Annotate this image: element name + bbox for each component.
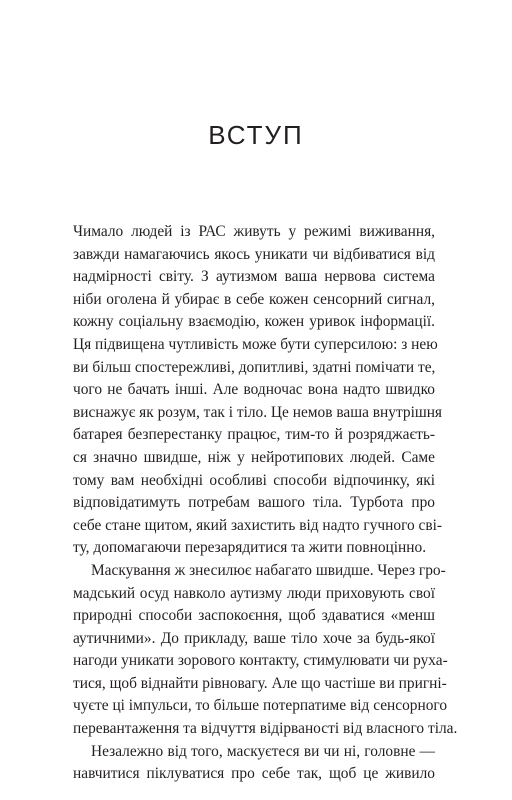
paragraph-1-line: завжди намагаючись якось уникати чи відбиватися від: [73, 245, 435, 263]
paragraph-1-line: тому вам необхідні особливі способи відпочинку, які: [73, 471, 435, 489]
paragraph-2-line: аутичними». До прикладу, ваше тіло хоче за будь-якої: [73, 629, 435, 647]
paragraph-1-line: ся значно швидше, ніж у нейротипових людей. Саме: [73, 448, 435, 466]
paragraph-3-line: навчитися піклуватися про себе так, щоб це живило: [73, 765, 435, 783]
paragraph-2-line: перевантаження та відчуття відірваності від власного тіла.: [73, 720, 458, 738]
paragraph-1-line: кожну соціальну взаємодію, кожен уривок інформації.: [73, 313, 435, 331]
paragraph-3-line: Незалежно від того, маскуєтеся ви чи ні, головне —: [91, 742, 435, 760]
paragraph-1-line: надмірності світу. З аутизмом ваша нервова система: [73, 268, 435, 286]
paragraph-2-line: нагоди уникати зорового контакту, стимулювати чи руха-: [73, 652, 448, 670]
paragraph-1-line: виснажує як розум, так і тіло. Це немов ваша внутрішня: [73, 403, 443, 421]
paragraph-1-line: Ця підвищена чутливість може бути суперсилою: з нею: [73, 335, 438, 353]
paragraph-2-line: чуєте ці імпульси, то більше потерпатиме від сенсорного: [73, 697, 448, 715]
chapter-title: ВСТУП: [208, 120, 304, 150]
paragraph-2-line: мадський осуд навколо аутизму люди приховують свої: [73, 584, 435, 602]
paragraph-1-line: ту, допомагаючи перезарядитися та жити повноцінно.: [73, 539, 427, 557]
paragraph-1-line: себе стане щитом, який захистить від надто гучного сві-: [73, 516, 443, 534]
paragraph-2-line: природні способи заспокоєння, щоб здаватися «менш: [73, 607, 435, 625]
paragraph-1-line: батарея безперестанку працює, тим-то й розряджаєть-: [73, 426, 435, 444]
paragraph-2-line: Маскування ж знесилює набагато швидше. Через гро-: [91, 561, 446, 579]
paragraph-2-line: тися, щоб віднайти рівновагу. Але що частіше ви пригні-: [73, 674, 447, 692]
paragraph-1-line: ніби оголена й убирає в себе кожен сенсорний сигнал,: [73, 290, 435, 308]
paragraph-1-line: чого не бачать інші. Але водночас вона надто швидко: [73, 381, 435, 399]
body-text: [73, 221, 458, 786]
paragraph-1-line: ви більш спостережливі, допитливі, здатні помічати те,: [73, 358, 436, 376]
paragraph-1-line: Чимало людей із РАС живуть у режимі виживання,: [73, 223, 435, 240]
paragraph-1-line: відповідатимуть потребам вашого тіла. Турбота про: [73, 494, 435, 512]
